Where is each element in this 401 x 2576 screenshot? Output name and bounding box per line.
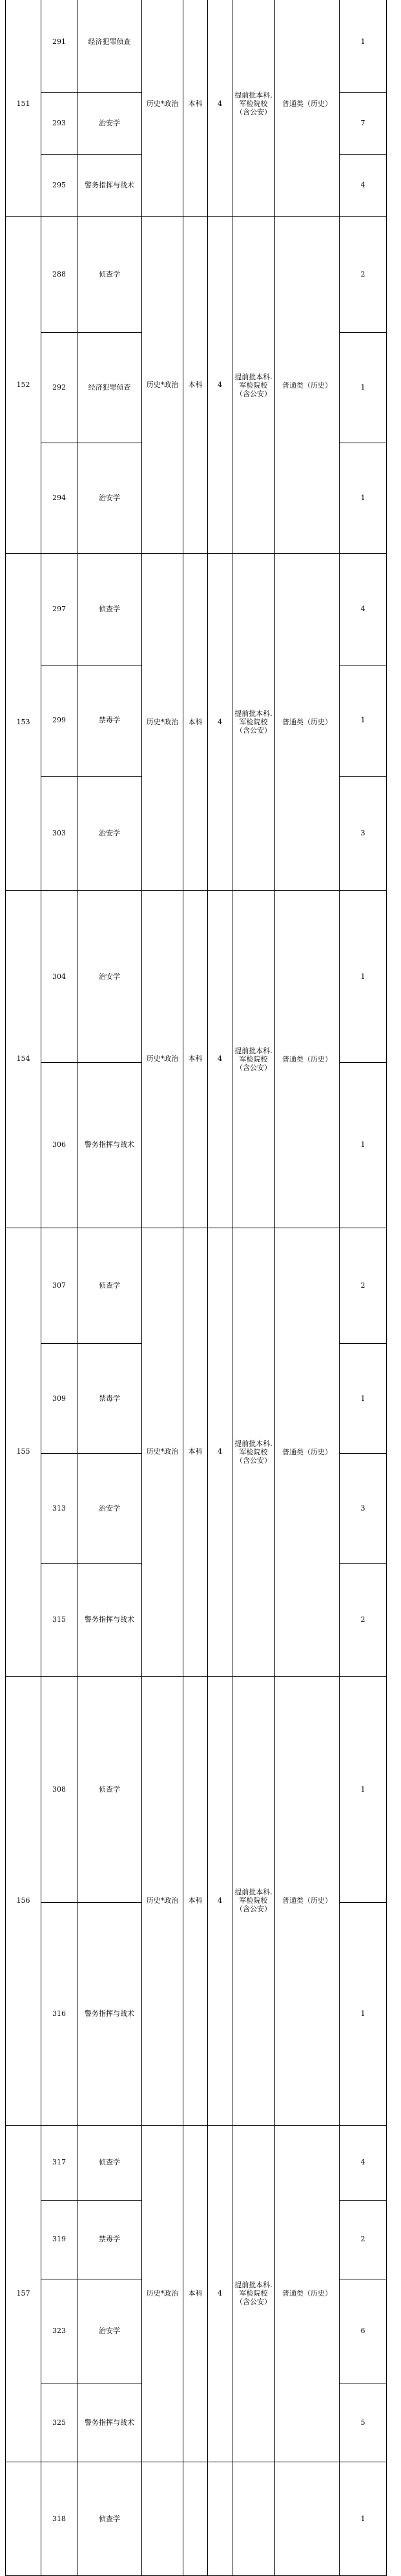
table-row [6,0,387,92]
table-row [6,216,387,333]
plan-count-cell: 1 [340,2462,387,2576]
study-years-cell [208,2462,232,2576]
plan-count-cell: 2 [340,1564,387,1677]
admission-batch-cell [232,2462,275,2576]
subject-requirement-cell [142,2462,183,2576]
admission-batch-cell: 提前批本科.军检院校（含公安） [232,554,275,891]
admission-category-cell: 普通类（历史） [275,554,340,891]
major-code-cell: 316 [41,1902,77,2125]
major-name-cell: 警务指挥与战术 [77,2383,142,2462]
major-code-cell: 317 [41,2125,77,2200]
admission-plan-table [5,0,387,2576]
major-name-cell: 侦查学 [77,1228,142,1344]
major-code-cell: 295 [41,154,77,216]
plan-count-cell: 1 [340,0,387,92]
group-number-cell: 155 [6,1228,41,1677]
admission-category-cell [275,2462,340,2576]
admission-category-cell: 普通类（历史） [275,216,340,554]
major-code-cell: 297 [41,554,77,665]
subject-requirement-cell: 历史*政治 [142,891,183,1228]
major-name-cell: 治安学 [77,1454,142,1564]
admission-batch-cell: 提前批本科.军检院校（含公安） [232,1677,275,2126]
study-years-cell: 4 [208,216,232,554]
table-row [6,1228,387,1344]
admission-category-cell: 普通类（历史） [275,1677,340,2126]
major-code-cell: 299 [41,665,77,776]
major-code-cell: 292 [41,333,77,443]
major-name-cell: 治安学 [77,891,142,1063]
education-level-cell [183,2462,208,2576]
major-code-cell: 325 [41,2383,77,2462]
table-row [6,1677,387,1903]
group-number-cell: 153 [6,554,41,891]
major-name-cell: 治安学 [77,443,142,554]
plan-count-cell: 1 [340,443,387,554]
admission-category-cell: 普通类（历史） [275,2125,340,2462]
study-years-cell: 4 [208,1677,232,2126]
group-number-cell: 156 [6,1677,41,2126]
plan-count-cell: 3 [340,776,387,890]
subject-requirement-cell: 历史*政治 [142,554,183,891]
study-years-cell: 4 [208,891,232,1228]
major-code-cell: 303 [41,776,77,890]
plan-count-cell: 4 [340,554,387,665]
major-code-cell: 307 [41,1228,77,1344]
major-name-cell: 警务指挥与战术 [77,1063,142,1228]
plan-count-cell: 7 [340,92,387,154]
major-code-cell: 294 [41,443,77,554]
plan-count-cell: 5 [340,2383,387,2462]
table-row [6,891,387,1063]
group-number-cell [6,2462,41,2576]
major-code-cell: 315 [41,1564,77,1677]
plan-count-cell: 6 [340,2279,387,2383]
admission-batch-cell: 提前批本科.军检院校（含公安） [232,216,275,554]
plan-count-cell: 2 [340,216,387,333]
plan-count-cell: 1 [340,333,387,443]
subject-requirement-cell: 历史*政治 [142,0,183,216]
major-code-cell: 293 [41,92,77,154]
major-name-cell: 治安学 [77,92,142,154]
major-code-cell: 306 [41,1063,77,1228]
major-name-cell: 经济犯罪侦查 [77,0,142,92]
major-code-cell: 304 [41,891,77,1063]
education-level-cell: 本科 [183,1677,208,2126]
education-level-cell: 本科 [183,0,208,216]
plan-count-cell: 4 [340,2125,387,2200]
major-name-cell: 治安学 [77,2279,142,2383]
study-years-cell: 4 [208,1228,232,1677]
plan-count-cell: 4 [340,154,387,216]
plan-count-cell: 1 [340,1344,387,1454]
major-name-cell: 侦查学 [77,1677,142,1903]
major-name-cell: 禁毒学 [77,1344,142,1454]
group-number-cell: 151 [6,0,41,216]
study-years-cell: 4 [208,2125,232,2462]
major-name-cell: 禁毒学 [77,2200,142,2279]
plan-count-cell: 1 [340,1677,387,1903]
major-name-cell: 治安学 [77,776,142,890]
table-row [6,2125,387,2200]
major-code-cell: 323 [41,2279,77,2383]
admission-category-cell: 普通类（历史） [275,0,340,216]
major-name-cell: 禁毒学 [77,665,142,776]
major-code-cell: 291 [41,0,77,92]
study-years-cell: 4 [208,554,232,891]
subject-requirement-cell: 历史*政治 [142,216,183,554]
group-number-cell: 154 [6,891,41,1228]
admission-batch-cell: 提前批本科.军检院校（含公安） [232,891,275,1228]
major-name-cell: 警务指挥与战术 [77,1564,142,1677]
plan-count-cell: 2 [340,2200,387,2279]
plan-count-cell: 1 [340,665,387,776]
education-level-cell: 本科 [183,216,208,554]
plan-count-cell: 3 [340,1454,387,1564]
education-level-cell: 本科 [183,1228,208,1677]
plan-count-cell: 1 [340,1902,387,2125]
major-name-cell: 侦查学 [77,2462,142,2576]
major-name-cell: 侦查学 [77,216,142,333]
admission-batch-cell: 提前批本科.军检院校（含公安） [232,2125,275,2462]
table-row [6,554,387,665]
admission-batch-cell: 提前批本科.军检院校（含公安） [232,1228,275,1677]
major-name-cell: 经济犯罪侦查 [77,333,142,443]
major-code-cell: 319 [41,2200,77,2279]
admission-category-cell: 普通类（历史） [275,891,340,1228]
plan-count-cell: 1 [340,1063,387,1228]
major-code-cell: 308 [41,1677,77,1903]
subject-requirement-cell: 历史*政治 [142,2125,183,2462]
major-name-cell: 警务指挥与战术 [77,1902,142,2125]
group-number-cell: 157 [6,2125,41,2462]
subject-requirement-cell: 历史*政治 [142,1677,183,2126]
major-name-cell: 侦查学 [77,554,142,665]
major-name-cell: 侦查学 [77,2125,142,2200]
major-name-cell: 警务指挥与战术 [77,154,142,216]
major-code-cell: 318 [41,2462,77,2576]
admission-batch-cell: 提前批本科.军检院校（含公安） [232,0,275,216]
admission-category-cell: 普通类（历史） [275,1228,340,1677]
major-code-cell: 309 [41,1344,77,1454]
education-level-cell: 本科 [183,554,208,891]
plan-count-cell: 2 [340,1228,387,1344]
education-level-cell: 本科 [183,2125,208,2462]
subject-requirement-cell: 历史*政治 [142,1228,183,1677]
major-code-cell: 313 [41,1454,77,1564]
plan-count-cell: 1 [340,891,387,1063]
group-number-cell: 152 [6,216,41,554]
education-level-cell: 本科 [183,891,208,1228]
table-row [6,2462,387,2576]
major-code-cell: 288 [41,216,77,333]
study-years-cell: 4 [208,0,232,216]
